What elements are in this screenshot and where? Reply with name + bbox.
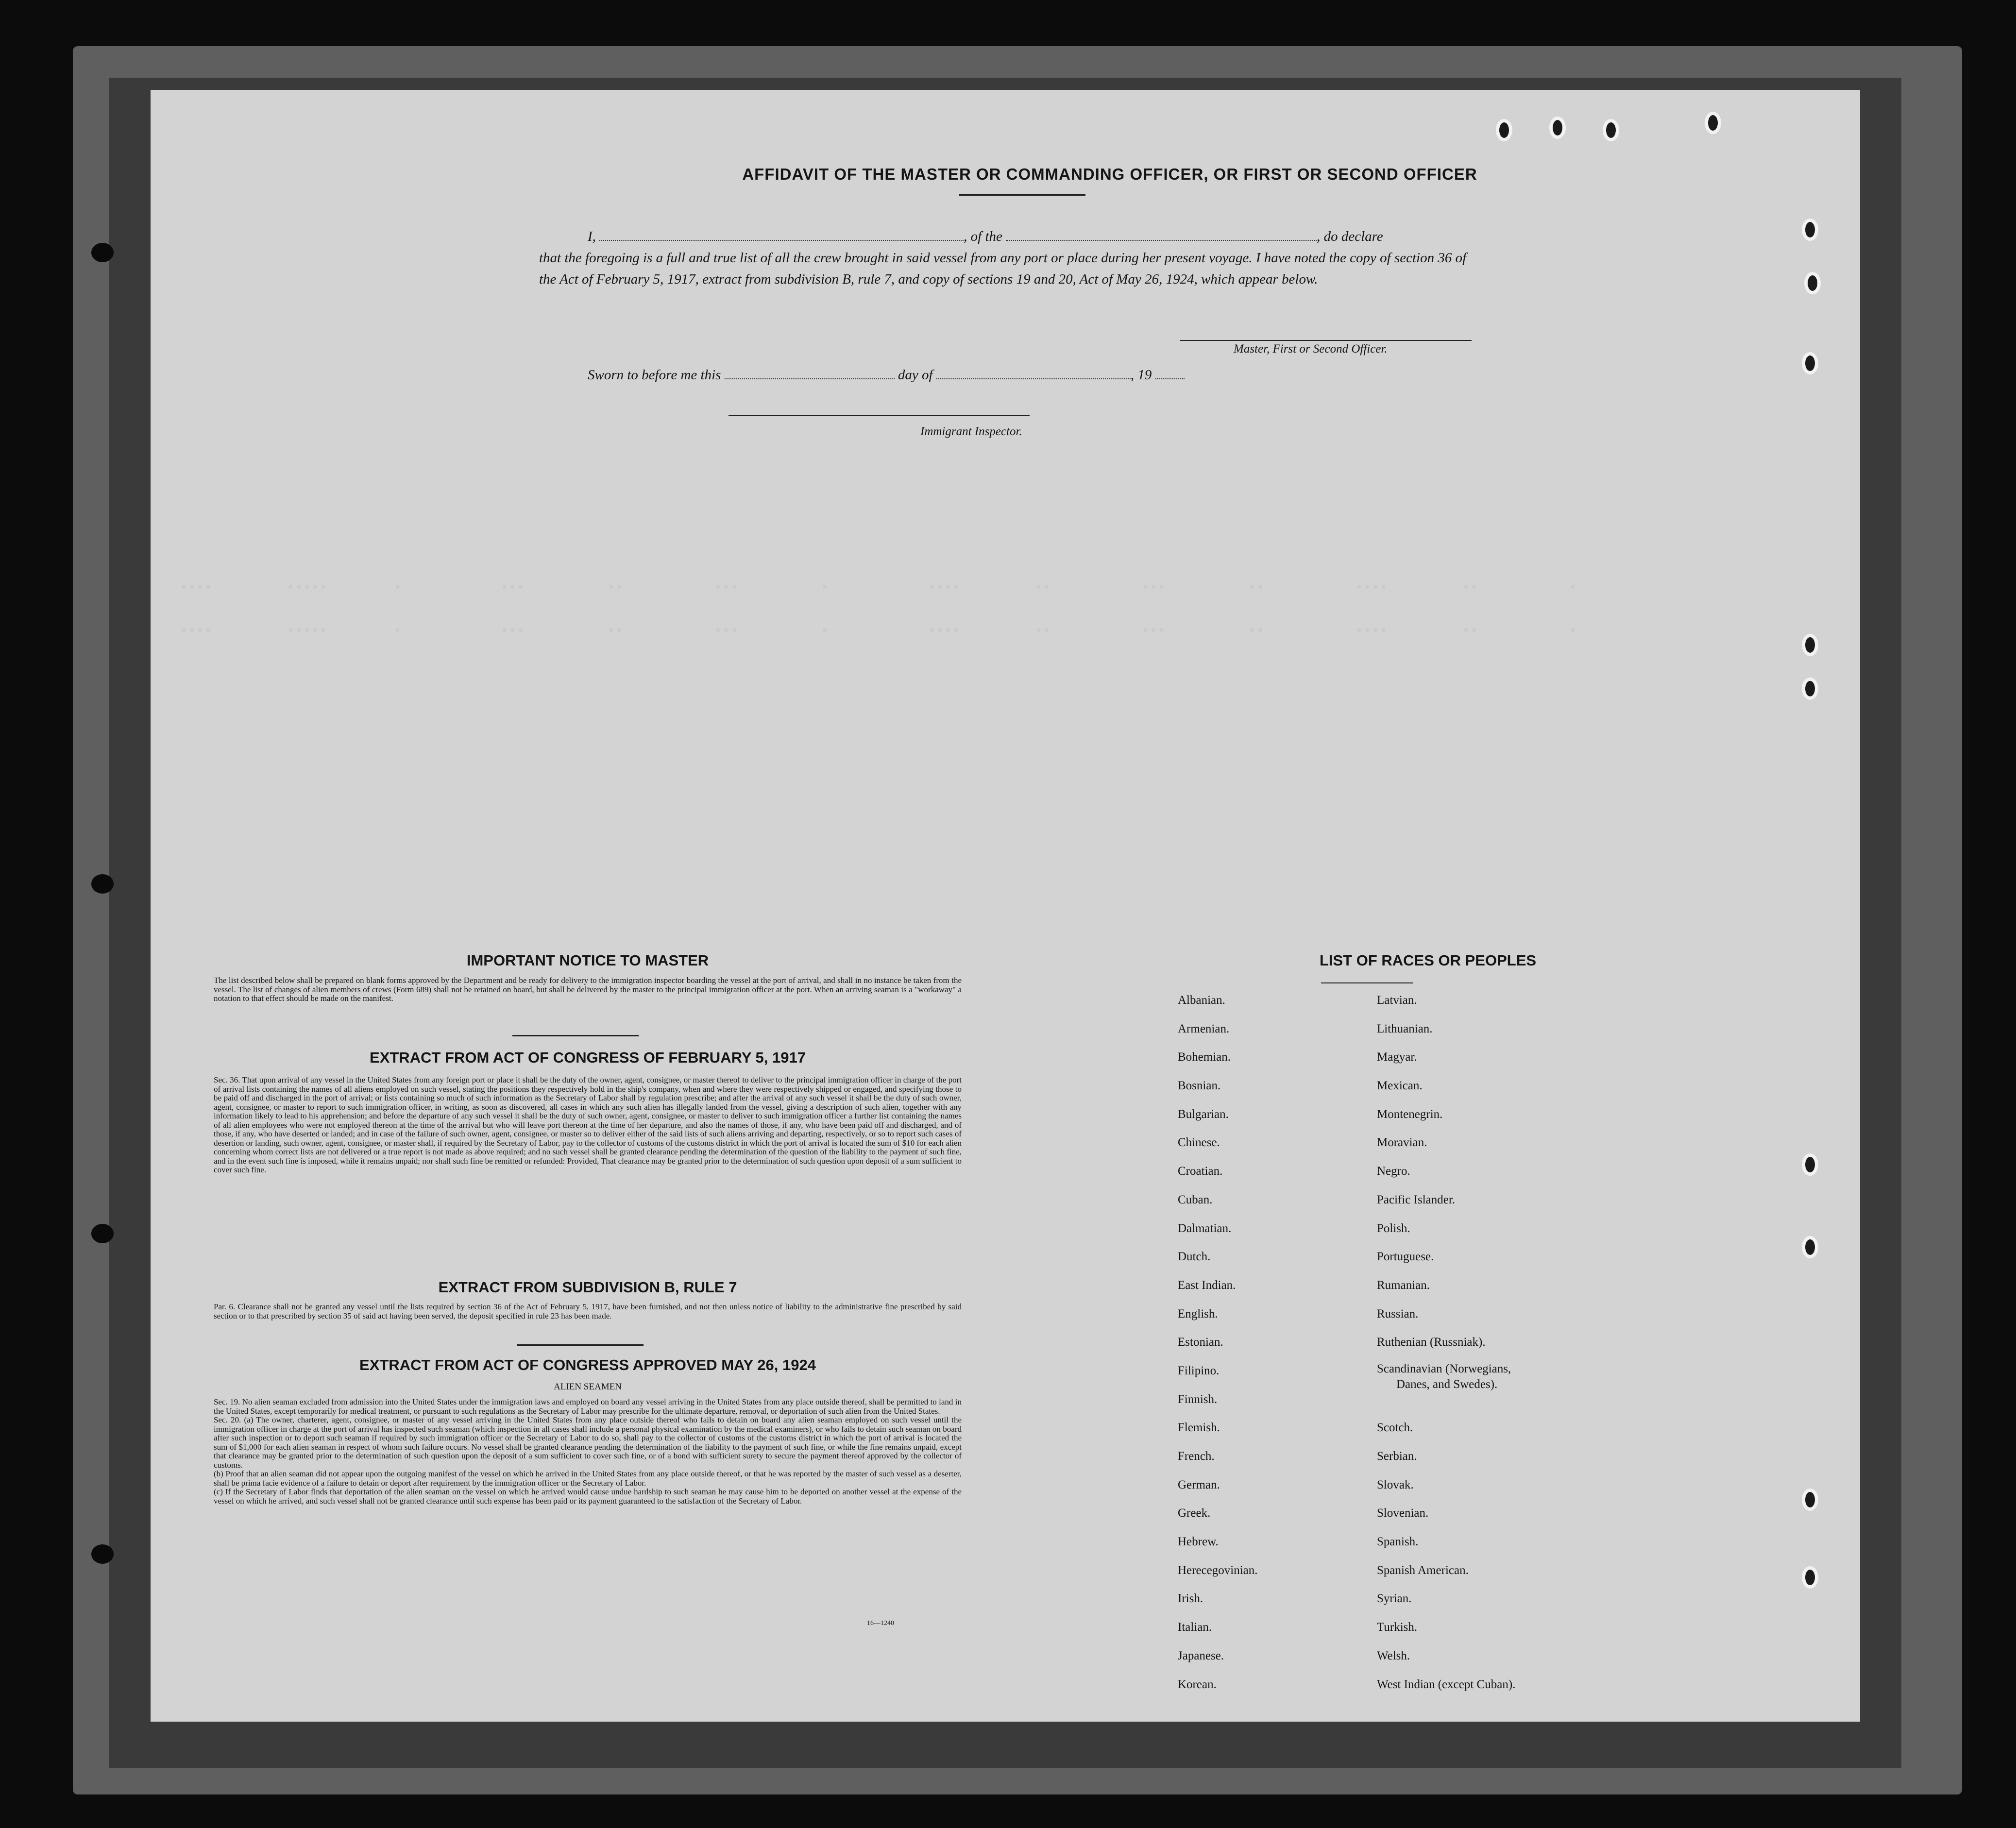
declarant-label: I, (588, 229, 596, 244)
divider (1321, 982, 1413, 983)
race-item: Bohemian. (1178, 1050, 1231, 1064)
race-item: Pacific Islander. (1377, 1193, 1456, 1206)
punch-hole (1802, 1236, 1818, 1258)
document-page (151, 90, 1860, 1722)
sworn-day-field[interactable] (725, 378, 895, 379)
vessel-name-field[interactable] (1006, 240, 1317, 241)
race-item: Armenian. (1178, 1022, 1230, 1035)
section-20c-text: (c) If the Secretary of Labor finds that deportation of the alien seaman on the vessel on which he arrived would cause undue hardship to such seaman he may cause him to be deported on another vessel at the expense of the vessel on which he arrived, and such vessel shall not be granted clearance until such expense has been paid or its payment guaranteed to the satisfaction of the Secretary of Labor. (214, 1487, 962, 1506)
race-item: Dutch. (1178, 1250, 1211, 1264)
binder-hole (91, 874, 114, 894)
race-item: Croatian. (1178, 1165, 1223, 1178)
punch-hole (1549, 117, 1566, 139)
race-scandinavian: Scandinavian (Norwegians, (1377, 1362, 1511, 1375)
race-item: Cuban. (1178, 1193, 1213, 1206)
race-item: Slovak. (1377, 1478, 1414, 1491)
sworn-month-field[interactable] (936, 378, 1131, 379)
race-item: Estonian. (1178, 1336, 1223, 1349)
master-signature-line[interactable] (1180, 340, 1472, 341)
race-item: Chinese. (1178, 1136, 1220, 1150)
declarant-name-field[interactable] (599, 240, 964, 241)
race-item: Finnish. (1178, 1392, 1218, 1406)
race-item: French. (1178, 1450, 1215, 1463)
race-item: Bosnian. (1178, 1079, 1221, 1093)
punch-hole (1496, 119, 1512, 141)
race-item: Italian. (1178, 1621, 1212, 1634)
race-item: Montenegrin. (1377, 1107, 1443, 1121)
race-item: Moravian. (1377, 1136, 1427, 1150)
section-20b-text: (b) Proof that an alien seaman did not appear upon the outgoing manifest of the vessel on which he arrived in the United States from any place outside thereof, or that he was reported by the master of such vessel as a deserter, shall be prima facie evidence of a failure to detain or deport after requirement by the immigration officer or the Secretary of Labor. (214, 1469, 962, 1488)
race-scandinavian-cont: Danes, and Swedes). (1396, 1377, 1498, 1391)
binder-hole (91, 1224, 114, 1243)
alien-seamen-subtitle: ALIEN SEAMEN (554, 1382, 622, 1392)
declare-label: , do declare (1317, 229, 1383, 244)
races-left-column (1178, 991, 1353, 1703)
race-item: Scotch. (1377, 1421, 1413, 1435)
punch-hole (1802, 1153, 1818, 1176)
punch-hole (1705, 112, 1721, 134)
race-item: Magyar. (1377, 1050, 1417, 1064)
punch-hole (1802, 352, 1818, 374)
race-item: West Indian (except Cuban). (1377, 1677, 1516, 1691)
races-right-column (1377, 991, 1620, 1703)
divider (517, 1344, 644, 1346)
binder-hole (91, 1544, 114, 1564)
race-item: Negro. (1377, 1165, 1410, 1178)
race-item: Slovenian. (1377, 1506, 1429, 1520)
extract-1917-title: EXTRACT FROM ACT OF CONGRESS OF FEBRUARY 5, 1917 (370, 1049, 806, 1066)
affidavit-body: that the foregoing is a full and true list of all the crew brought in said vessel from any port or place during her present voyage. I have noted the copy of section 36 of the Act of February 5, 1917, extract from subdivision B, rule 7, and copy of sections 19 and 20, Act of May 26, 1924, which appear below. (539, 250, 1467, 287)
race-item (1377, 1361, 1620, 1418)
race-item: Greek. (1178, 1506, 1211, 1520)
rule7-text: Par. 6. Clearance shall not be granted any vessel until the lists required by section 36 of the Act of February 5, 1917, have been furnished, and not then unless notice of liability to the administrative fine prescribed by said section or to that prescribed by section 35 of said act having been served, the deposit specified in rule 23 has been made. (214, 1302, 962, 1320)
notice-title: IMPORTANT NOTICE TO MASTER (466, 952, 709, 969)
inspector-signature-line[interactable] (728, 415, 1030, 416)
race-item: East Indian. (1178, 1278, 1236, 1292)
race-item: Hebrew. (1178, 1535, 1219, 1549)
inspector-signature-label: Immigrant Inspector. (920, 425, 1022, 438)
punch-hole (1802, 219, 1818, 241)
race-item: Latvian. (1377, 994, 1417, 1007)
race-item: Albanian. (1178, 994, 1225, 1007)
race-item: German. (1178, 1478, 1220, 1491)
race-item: Polish. (1377, 1221, 1410, 1235)
race-item: Serbian. (1377, 1450, 1417, 1463)
affidavit-title: AFFIDAVIT OF THE MASTER OR COMMANDING OFFICER, OR FIRST OR SECOND OFFICER (742, 165, 1477, 183)
affidavit-declaration (539, 226, 1486, 290)
master-signature-label: Master, First or Second Officer. (1234, 342, 1388, 355)
race-item: Herecegovinian. (1178, 1563, 1258, 1577)
form-number: 16—1240 (867, 1620, 894, 1627)
race-item: Russian. (1377, 1307, 1419, 1320)
extract-1924-text (214, 1398, 962, 1506)
punch-hole (1802, 1489, 1818, 1511)
sworn-prefix: Sworn to before me this (588, 367, 721, 383)
rule7-title: EXTRACT FROM SUBDIVISION B, RULE 7 (438, 1279, 737, 1296)
sworn-year-field[interactable] (1155, 378, 1185, 379)
race-item: Spanish. (1377, 1535, 1419, 1549)
race-item: Turkish. (1377, 1621, 1418, 1634)
sworn-year-label: , 19 (1130, 367, 1152, 383)
race-item: Irish. (1178, 1592, 1203, 1606)
race-item: Korean. (1178, 1677, 1217, 1691)
punch-hole (1804, 272, 1821, 294)
divider (512, 1035, 639, 1036)
extract-1917-text: Sec. 36. That upon arrival of any vessel in the United States from any foreign port or place it shall be the duty of the owner, agent, consignee, or master thereof to deliver to the principal immigration officer in charge of the port of arrival lists containing the names of all aliens employed on such vessel, stating the positions they respectively hold in the ship's company, when and where they were respectively shipped or engaged, and specifying those to be paid off and discharged in the port of arrival; or lists containing so much of such information as the Secretary of Labor shall by regulation prescribe; and after the arrival of any such vessel it shall be the duty of such owner, agent, consignee, or master to report to such immigration officer, in writing, as soon as discovered, all cases in which any such alien has illegally landed from the vessel, giving a description of such alien, together with any information likely to lead to his apprehension; and before the departure of any such vessel it shall be the duty of such owner, agent, consignee, or master to deliver to such immigration officer a further list containing the names of all alien employees who were not employed thereon at the time of the arrival but who will leave port thereon at the time of her departure, and also the names of those, if any, who have been paid off and discharged, and of those, if any, who have deserted or landed; and in case of the failure of such owner, agent, consignee, or master so to deliver either of the said lists of such aliens arriving and departing, respectively, or so to report such cases of desertion or landing, such owner, agent, consignee, or master shall, if required by the Secretary of Labor, pay to the collector of customs of the customs district in which the port of arrival is located the sum of $10 for each alien concerning whom correct lists are not delivered or a true report is not made as above required; and no such vessel shall be granted clearance pending the determination of the question of the liability to the payment of such fine, and in the event such fine is imposed, while it remains unpaid; nor shall such fine be remitted or refunded: Provided, That clearance may be granted prior to the determination of such question upon deposit of a sum sufficient to cover such fine. (214, 1075, 962, 1174)
race-item: Dalmatian. (1178, 1221, 1232, 1235)
punch-hole (1802, 677, 1818, 700)
section-20a-text: Sec. 20. (a) The owner, charterer, agent, consignee, or master of any vessel arriving in the United States from any place outside thereof who fails to detain on board any alien seaman employed on such vessel until the immigration officer in charge at the port of arrival has inspected such seaman (which inspection in all cases shall include a personal physical examination by the medical examiners), or who fails to detain such seaman on board after such inspection or to deport such seaman if required by such immigration officer or the Secretary of Labor to do so, shall pay to the collector of customs of the customs district in which the port of arrival is located the sum of $1,000 for each alien seaman in respect of whom such failure occurs. No vessel shall be granted clearance pending the determination of the liability to the payment of such fine, or while the fine remains unpaid, except that clearance may be granted prior to the determination of such question upon the deposit of a sum sufficient to cover such fine, or of a bond with sufficient surety to secure the payment thereof approved by the collector of customs. (214, 1415, 962, 1470)
race-item: Rumanian. (1377, 1278, 1430, 1292)
race-item: Lithuanian. (1377, 1022, 1433, 1035)
race-item: Bulgarian. (1178, 1107, 1229, 1121)
race-item: Syrian. (1377, 1592, 1412, 1606)
binder-hole (91, 243, 114, 262)
race-item: Filipino. (1178, 1364, 1220, 1377)
section-19-text: Sec. 19. No alien seaman excluded from admission into the United States under the immigration laws and employed on board any vessel arriving in the United States from any place outside thereof, shall be permitted to land in the United States, except temporarily for medical treatment, or pursuant to such regulations as the Secretary of Labor may prescribe for the ultimate departure, removal, or deportation of such alien from the United States. (214, 1397, 962, 1416)
punch-hole (1802, 634, 1818, 656)
sworn-line (588, 364, 1535, 386)
of-the-label: , of the (964, 229, 1002, 244)
extract-1924-title: EXTRACT FROM ACT OF CONGRESS APPROVED MAY 26, 1924 (359, 1356, 816, 1373)
races-title: LIST OF RACES OR PEOPLES (1319, 952, 1537, 969)
race-item: Japanese. (1178, 1649, 1224, 1662)
punch-hole (1603, 119, 1619, 141)
punch-hole (1802, 1566, 1818, 1589)
divider (959, 194, 1085, 196)
notice-text: The list described below shall be prepared on blank forms approved by the Department and be ready for delivery to the immigration inspector boarding the vessel at the port of arrival, and shall in no instance be taken from the vessel. The list of changes of alien members of crews (Form 689) shall not be retained on board, but shall be delivered by the master to the principal immigration officer at the port. When an arriving seaman is a "workaway" a notation to that effect should be made on the manifest. (214, 976, 962, 1003)
bleed-through-text: ▪▪▪▪ ▪▪▪▪▪ ▪ ▪▪▪ ▪▪ ▪▪▪ ▪ ▪▪▪▪ ▪▪ ▪▪▪ ▪▪ ▪▪▪▪ ▪▪ ▪ ▪▪▪▪ ▪▪▪▪▪ ▪ ▪▪▪ ▪▪ ▪▪▪ ▪ ▪▪▪▪ ▪▪ ▪▪▪ ▪▪ ▪▪▪▪ ▪▪ ▪ (180, 580, 1577, 639)
race-item: Welsh. (1377, 1649, 1410, 1662)
race-item: Flemish. (1178, 1421, 1220, 1435)
race-item: English. (1178, 1307, 1218, 1320)
race-item: Portuguese. (1377, 1250, 1434, 1264)
race-item: Mexican. (1377, 1079, 1423, 1093)
sworn-day-of: day of (898, 367, 933, 383)
race-item: Spanish American. (1377, 1563, 1469, 1577)
race-item: Ruthenian (Russniak). (1377, 1336, 1486, 1349)
